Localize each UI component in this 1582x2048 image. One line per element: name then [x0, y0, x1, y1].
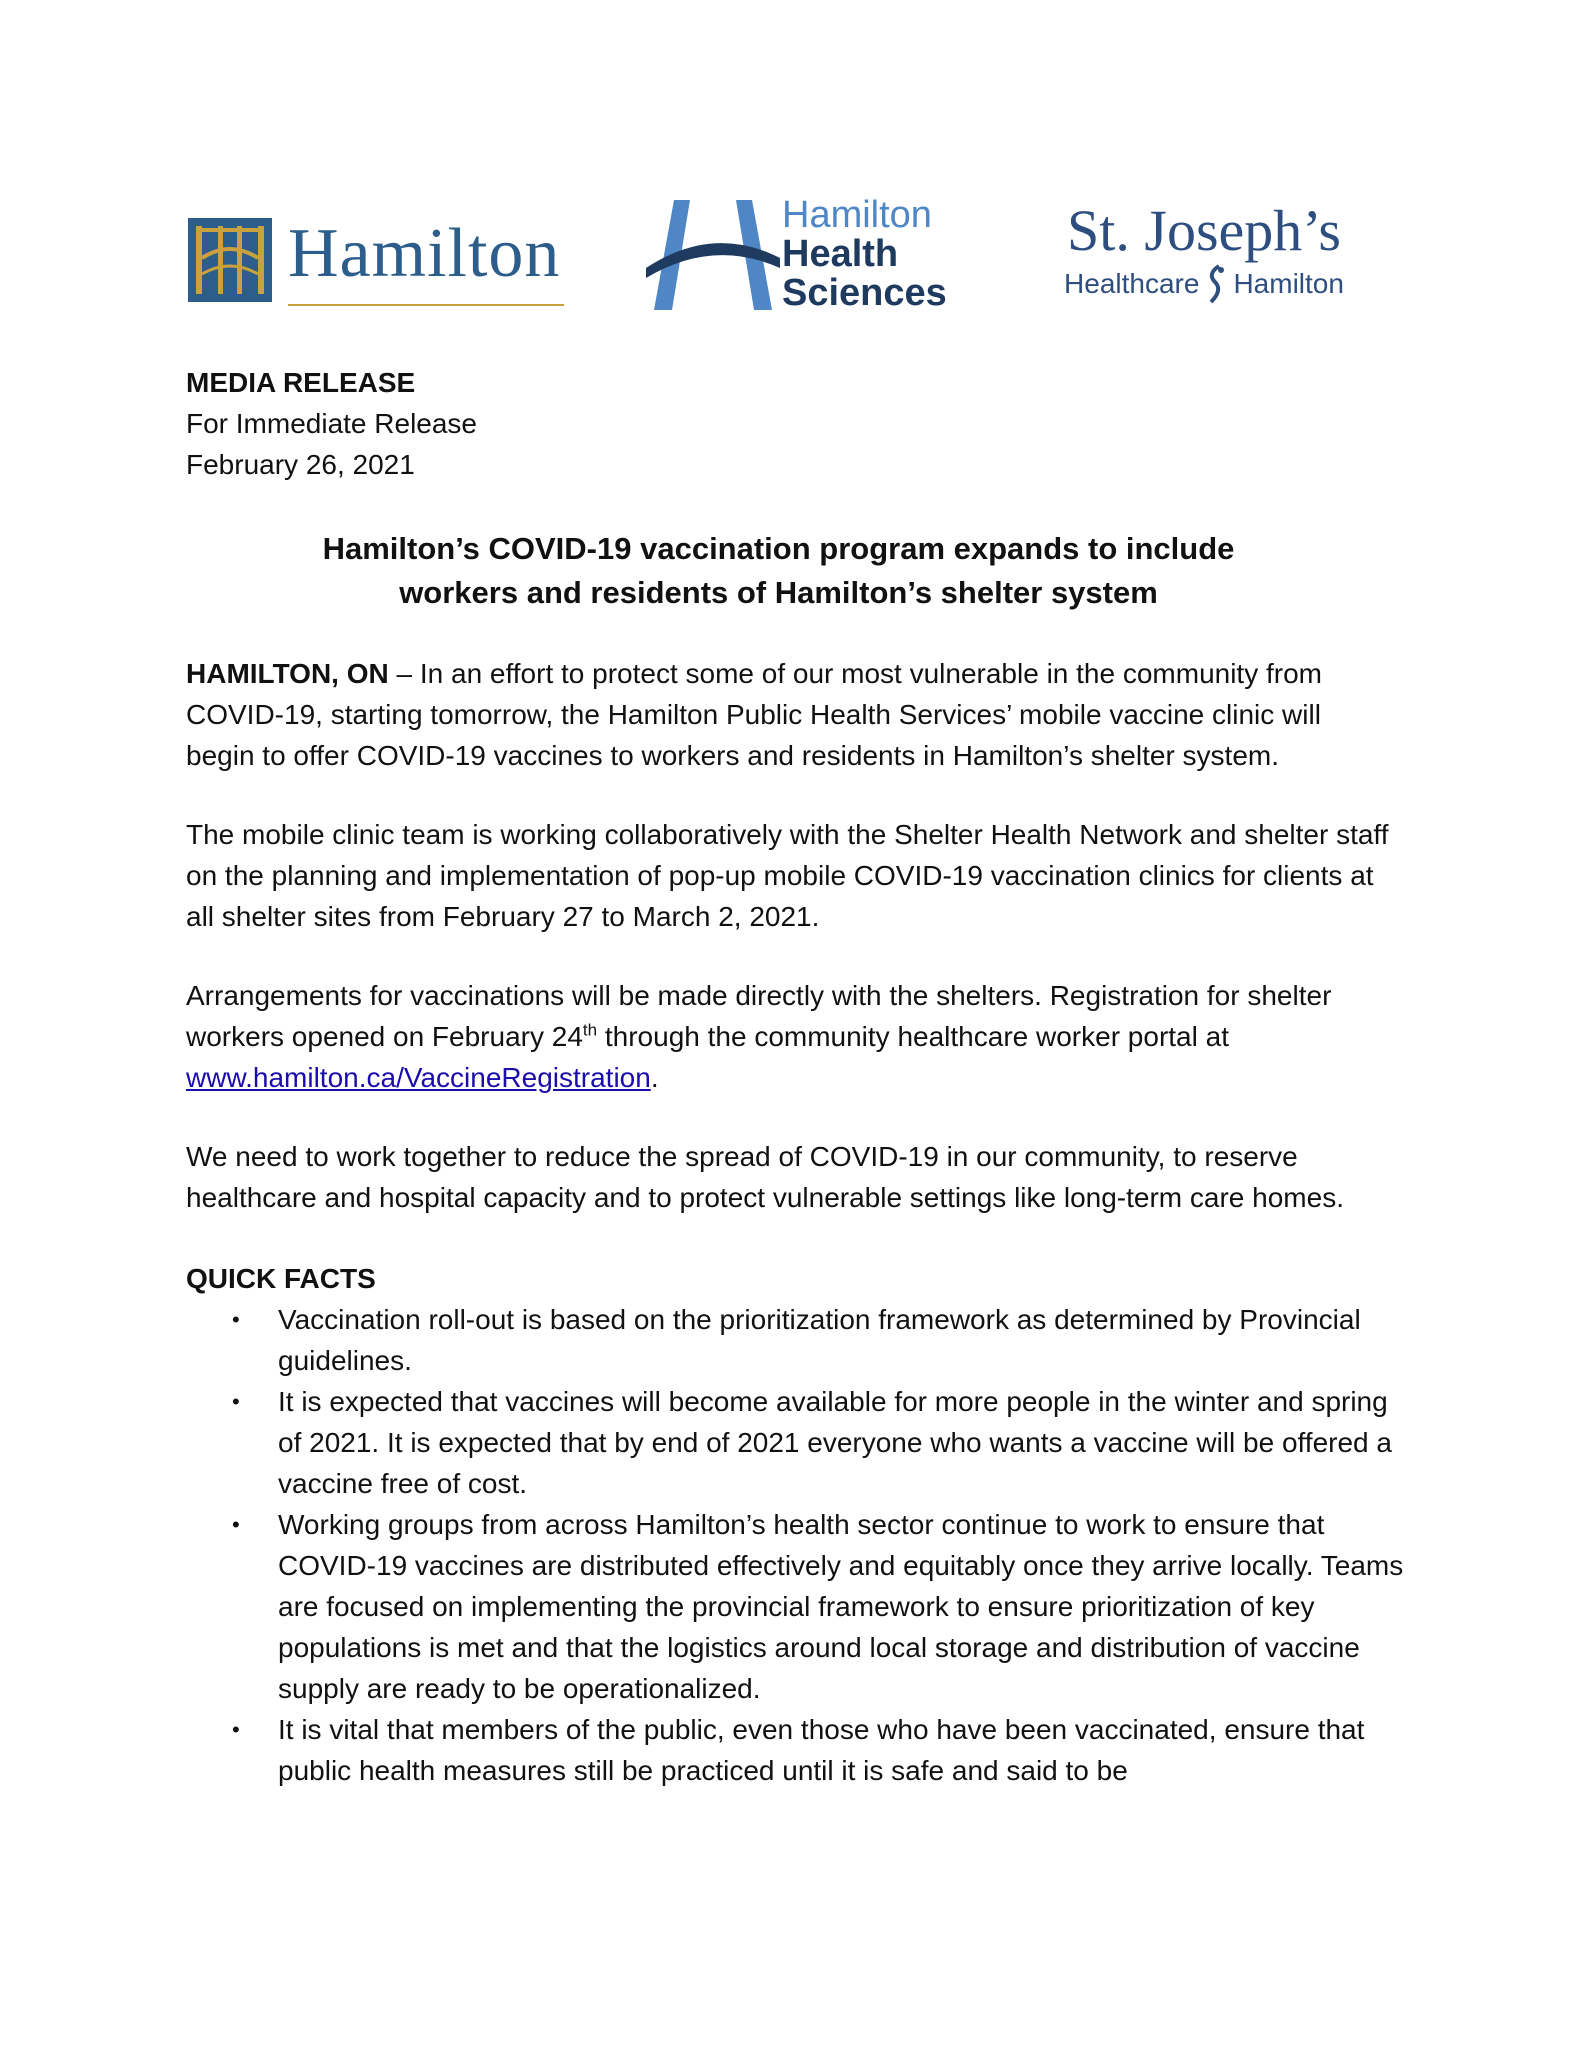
hamilton-health-sciences-logo — [646, 196, 966, 316]
hhs-word-1: Hamilton — [782, 194, 932, 236]
list-item — [186, 1299, 1406, 1381]
list-item-text: Vaccination roll-out is based on the prioritization framework as determined by Provincial guidelines. — [278, 1304, 1361, 1376]
release-type: For Immediate Release — [186, 408, 478, 439]
hhs-arch-icon — [646, 200, 780, 310]
ordinal-suffix: th — [582, 1020, 598, 1040]
city-of-hamilton-logo — [188, 212, 578, 312]
sjh-emblem-icon — [1205, 264, 1227, 304]
list-item-text: It is expected that vaccines will become available for more people in the winter and spring of 2021. It is expected that by end of 2021 everyone who wants a vaccine will be offered a vaccine free of cost. — [278, 1386, 1392, 1499]
paragraph-1 — [186, 653, 1396, 776]
list-item-text: It is vital that members of the public, even those who have been vaccinated, ensure that public health measures still be practiced until it is safe and said to be — [278, 1714, 1365, 1786]
vaccine-registration-link[interactable]: www.hamilton.ca/VaccineRegistration — [186, 1062, 651, 1093]
list-item — [186, 1504, 1406, 1709]
headline-line-1: Hamilton’s COVID-19 vaccination program expands to include — [322, 531, 1235, 566]
hamilton-crest-icon — [188, 218, 272, 302]
list-item — [186, 1381, 1406, 1504]
quick-facts-list — [186, 1299, 1406, 1791]
paragraph-3-text-a: Arrangements for vaccinations will be made directly with the shelters. Registration for shelter workers opened on February 24 — [186, 980, 1332, 1052]
sjh-hamilton-text: Hamilton — [1233, 268, 1344, 299]
st-josephs-healthcare-logo — [1054, 198, 1354, 318]
hamilton-logo-rule — [288, 304, 564, 306]
sjh-title: St. Joseph’s — [1067, 198, 1341, 263]
list-item-text: Working groups from across Hamilton’s health sector continue to work to ensure that COVID-19 vaccines are distributed effectively and equitably once they arrive locally. Teams are focused on implementing the provincial framework to ensure prioritization of key populations is met and that the logistics around local storage and distribution of vaccine supply are ready to be operationalized. — [278, 1509, 1404, 1704]
release-header — [186, 362, 1406, 485]
press-release-body — [186, 362, 1406, 1791]
dateline: HAMILTON, ON — [186, 658, 389, 689]
hhs-word-3: Sciences — [782, 272, 947, 314]
headline — [186, 527, 1371, 615]
paragraph-2: The mobile clinic team is working collaboratively with the Shelter Health Network and shelter staff on the planning and implementation of pop-up mobile COVID-19 vaccination clinics for clients at all shelter sites from February 27 to March 2, 2021. — [186, 819, 1389, 932]
paragraph-3-text-b: through the community healthcare worker portal at — [597, 1021, 1229, 1052]
bullet-icon: • — [232, 1512, 240, 1537]
media-release-label: MEDIA RELEASE — [186, 367, 416, 398]
release-date: February 26, 2021 — [186, 449, 415, 480]
quick-facts-title: QUICK FACTS — [186, 1263, 376, 1294]
list-item — [186, 1709, 1406, 1791]
headline-line-2: workers and residents of Hamilton’s shelter system — [399, 575, 1158, 610]
bullet-icon: • — [232, 1717, 240, 1742]
sjh-healthcare-text: Healthcare — [1064, 268, 1200, 299]
paragraph-3 — [186, 975, 1396, 1098]
hamilton-wordmark: Hamilton — [288, 215, 561, 292]
paragraph-3-text-c: . — [650, 1062, 659, 1093]
hhs-word-2: Health — [782, 233, 899, 275]
paragraph-4: We need to work together to reduce the spread of COVID-19 in our community, to reserve healthcare and hospital capacity and to protect vulnerable settings like long-term care homes. — [186, 1141, 1344, 1213]
paragraph-1-text: – In an effort to protect some of our most vulnerable in the community from COVID-19, starting tomorrow, the Hamilton Public Health Services’ mobile vaccine clinic will begin to offer COVID-19 vaccines to workers and residents in Hamilton’s shelter system. — [186, 658, 1322, 771]
bullet-icon: • — [232, 1389, 240, 1414]
bullet-icon: • — [232, 1307, 240, 1332]
